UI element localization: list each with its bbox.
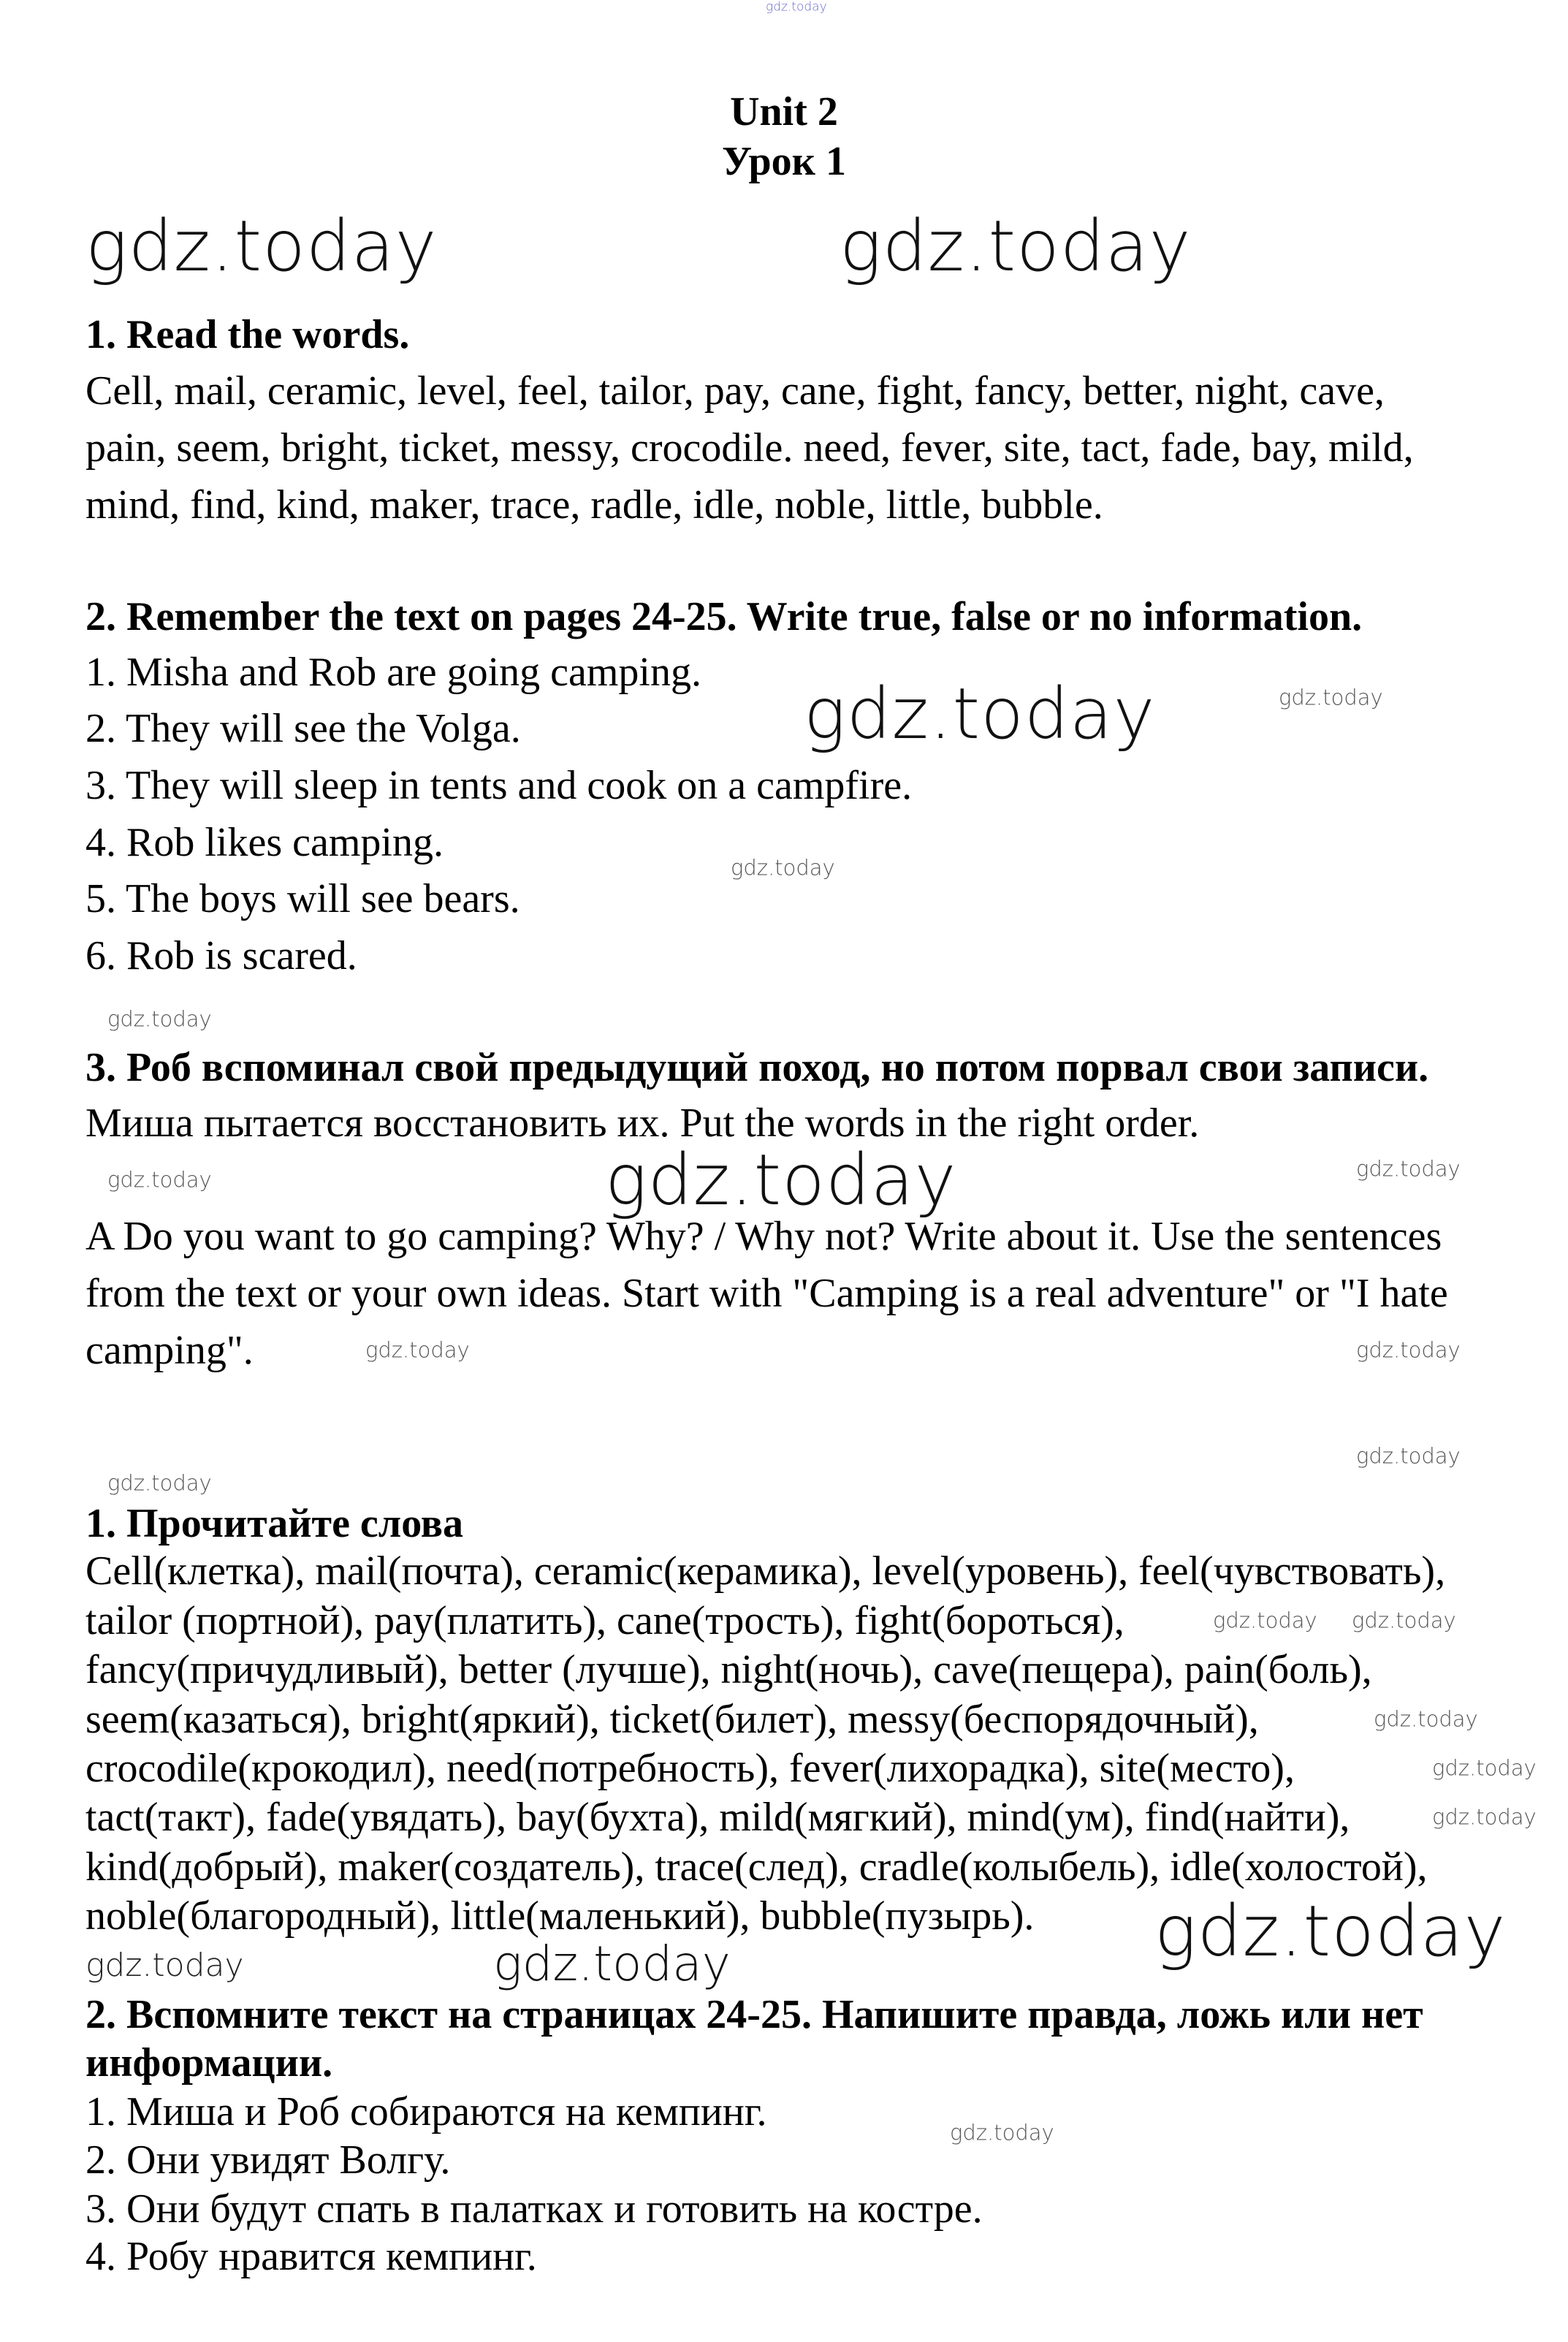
watermark-text: gdz.today [840,205,1192,287]
ru-statement-item: 3. Они будут спать в палатках и готовить на костре. [85,2186,983,2232]
watermark-text: gdz.today [766,0,827,15]
watermark-text: gdz.today [1432,1755,1537,1781]
watermark-text: gdz.today [950,2120,1054,2145]
statement-item: 1. Misha and Rob are going camping. [85,650,701,695]
watermark-text: gdz.today [1154,1890,1507,1972]
watermark-text: gdz.today [804,672,1156,755]
watermark-text: gdz.today [1356,1156,1461,1182]
word-list-line: mind, find, kind, maker, trace, radle, idle, noble, little, bubble. [85,482,1103,528]
watermark-text: gdz.today [1352,1608,1456,1633]
word-list-line: Cell, mail, ceramic, level, feel, tailor, pay, cane, fight, fancy, better, night, cave, [85,368,1385,414]
task-a-line: A Do you want to go camping? Why? / Why not? Write about it. Use the sentences [85,1214,1442,1259]
statement-item: 5. The boys will see bears. [85,876,520,921]
watermark-text: gdz.today [1356,1337,1461,1363]
statement-item: 2. They will see the Volga. [85,706,521,751]
watermark-text: gdz.today [1213,1608,1317,1633]
task3-heading: 3. Роб вспоминал свой предыдущий поход, но потом порвал свои записи. [85,1045,1429,1090]
watermark-text: gdz.today [365,1337,470,1363]
watermark-text: gdz.today [1374,1706,1478,1732]
task-a-line: from the text or your own ideas. Start with "Camping is a real adventure" or "I hate [85,1271,1448,1316]
watermark-text: gdz.today [1279,685,1383,710]
statement-item: 3. They will sleep in tents and cook on a campfire. [85,763,913,808]
statement-item: 6. Rob is scared. [85,933,357,978]
watermark-text: gdz.today [85,205,438,287]
watermark-text: gdz.today [1432,1804,1537,1830]
statement-item: 4. Rob likes camping. [85,820,444,865]
lesson-title: Урок 1 [722,139,846,184]
watermark-text: gdz.today [107,1470,212,1496]
task-a-line: camping". [85,1328,254,1373]
ru-task2-heading: 2. Вспомните текст на страницах 24-25. Напишите правда, ложь или нет [85,1992,1423,2037]
ru-word-list-line: noble(благородный), little(маленький), bubble(пузырь). [85,1893,1035,1939]
task1-heading: 1. Read the words. [85,312,410,357]
task2-heading: 2. Remember the text on pages 24-25. Write true, false or no information. [85,594,1363,639]
ru-word-list-line: tact(такт), fade(увядать), bay(бухта), mild(мягкий), mind(ум), find(найти), [85,1795,1350,1840]
task3-instruction: Миша пытается восстановить их. Put the words in the right order. [85,1100,1200,1146]
ru-task1-heading: 1. Прочитайте слова [85,1501,464,1546]
watermark-text: gdz.today [493,1936,731,1992]
ru-word-list-line: kind(добрый), maker(создатель), trace(след), cradle(колыбель), idle(холостой), [85,1844,1428,1890]
watermark-text: gdz.today [605,1138,957,1221]
ru-word-list-line: seem(казаться), bright(яркий), ticket(билет), messy(беспорядочный), [85,1697,1259,1742]
ru-statement-item: 4. Робу нравится кемпинг. [85,2234,537,2279]
ru-word-list-line: crocodile(крокодил), need(потребность), fever(лихорадка), site(место), [85,1746,1295,1791]
ru-word-list-line: fancy(причудливый), better (лучше), night(ночь), cave(пещера), pain(боль), [85,1647,1372,1692]
ru-word-list-line: tailor (портной), pay(платить), cane(трость), fight(бороться), [85,1598,1124,1643]
word-list-line: pain, seem, bright, ticket, messy, crocodile. need, fever, site, tact, fade, bay, mild, [85,425,1414,471]
ru-statement-item: 1. Миша и Роб собираются на кемпинг. [85,2089,767,2134]
ru-word-list-line: Cell(клетка), mail(почта), ceramic(керамика), level(уровень), feel(чувствовать), [85,1548,1446,1594]
watermark-text: gdz.today [731,855,835,881]
watermark-text: gdz.today [107,1167,212,1193]
watermark-text: gdz.today [1356,1443,1461,1469]
ru-task2-heading: информации. [85,2040,333,2086]
ru-statement-item: 2. Они увидят Волгу. [85,2137,451,2183]
watermark-text: gdz.today [85,1947,244,1984]
watermark-text: gdz.today [107,1006,212,1032]
unit-title: Unit 2 [730,89,838,134]
